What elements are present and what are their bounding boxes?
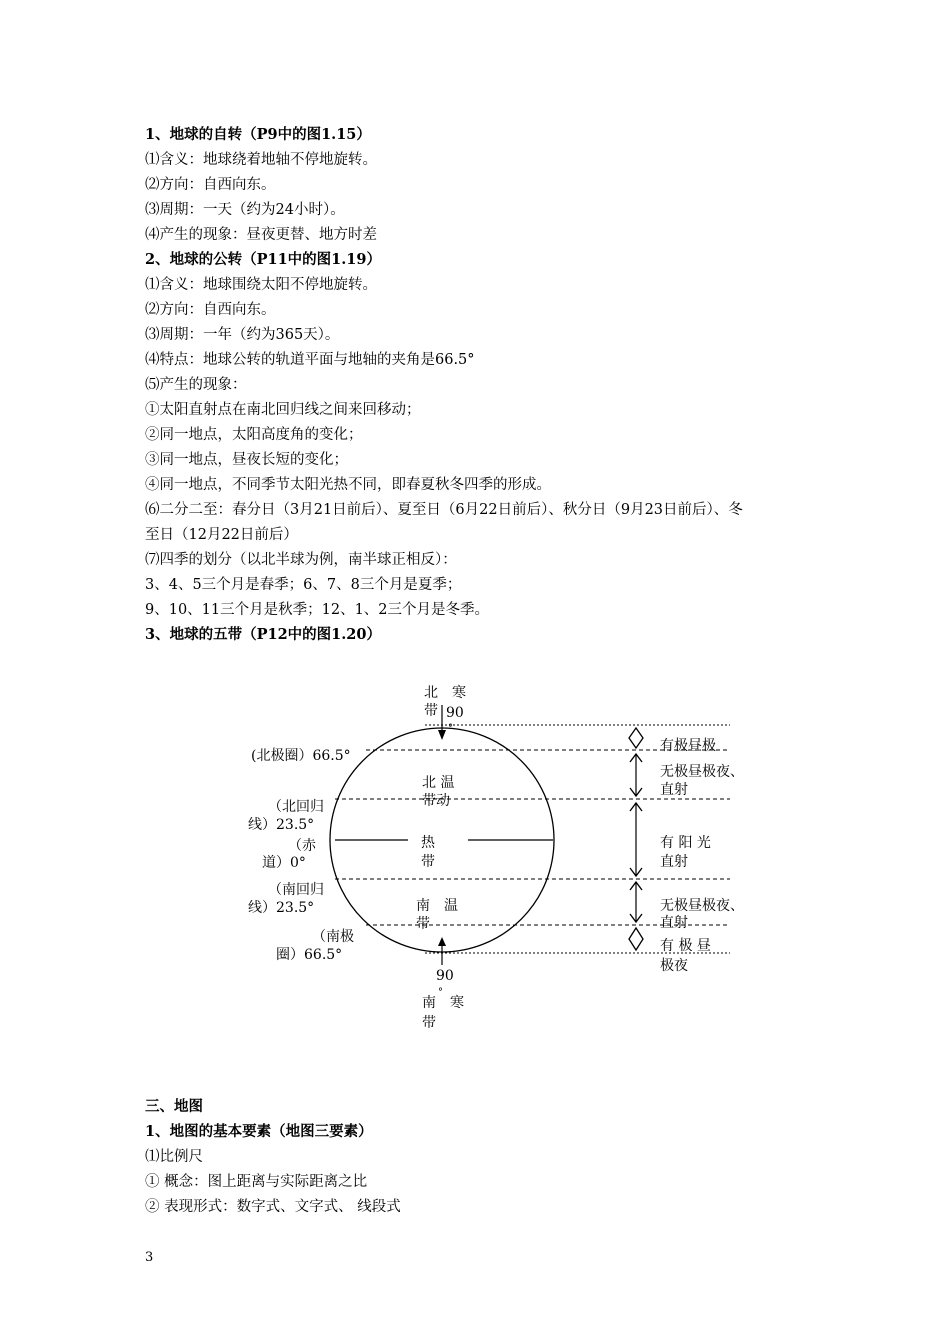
polar-south-marker (629, 928, 643, 950)
south-cold-zone-label: 南 寒 (422, 995, 464, 1011)
section3-heading: 3、地球的五带（P12中的图1.20） (145, 626, 381, 643)
equator-label: 道）0° (262, 855, 306, 871)
torrid-zone-label: 热 (421, 835, 435, 851)
south-arrow-head (438, 937, 446, 946)
text-line: ⑴含义：地球绕着地轴不停地旋转。 (145, 152, 377, 168)
south-sun-angle-degree: ° (438, 987, 443, 998)
text-line: ⑶周期：一年（约为365天）。 (145, 327, 340, 343)
text-line: ③同一地点，昼夜长短的变化； (145, 452, 348, 468)
north-sun-angle-degree: ° (448, 723, 453, 734)
temperate-north-desc: 直射 (660, 782, 688, 798)
tropic-capricorn-label: （南回归 (268, 882, 324, 898)
text-line: ⑸产生的现象： (145, 377, 247, 393)
south-cold-zone-label: 带 (422, 1015, 436, 1031)
tropic-cancer-label: （北回归 (268, 799, 324, 815)
text-line: 至日（12月22日前后） (145, 527, 298, 543)
south-sun-angle: 90 (436, 968, 454, 984)
north-cold-zone-label: 带 (424, 703, 438, 719)
text-line: ②同一地点，太阳高度角的变化； (145, 427, 363, 443)
text-line: ⑹二分二至：春分日（3月21日前后）、夏至日（6月22日前后）、秋分日（9月23日前后）、冬 (145, 502, 743, 518)
torrid-zone-label: 带 (421, 854, 435, 870)
tropic-capricorn-label: 线）23.5° (248, 900, 315, 916)
antarctic-circle-label: （南极 (312, 929, 354, 945)
text-line: ⑴比例尺 (145, 1149, 203, 1165)
text-line: ⑷特点：地球公转的轨道平面与地轴的夹角是66.5° (145, 352, 475, 368)
temperate-north-desc: 无极昼极夜、 (660, 764, 744, 780)
text-line: ⑵方向：自西向东。 (145, 302, 276, 318)
temperate-south-desc: 直射 (660, 915, 688, 931)
torrid-desc: 有 阳 光 (660, 835, 711, 851)
text-line: ④同一地点，不同季节太阳光热不同，即春夏秋冬四季的形成。 (145, 477, 551, 493)
text-line: ⑷产生的现象：昼夜更替、地方时差 (145, 227, 377, 243)
text-line: 9、10、11三个月是秋季；12、1、2三个月是冬季。 (145, 602, 490, 618)
text-line: ⑴含义：地球围绕太阳不停地旋转。 (145, 277, 377, 293)
polar-south-desc: 极夜 (660, 958, 688, 974)
north-temperate-label: 带动 (422, 793, 450, 809)
arctic-circle-label: (北极圈）66.5° (251, 748, 351, 764)
north-arrow-head (438, 730, 446, 740)
equator-label: （赤 (288, 838, 316, 854)
antarctic-circle-label: 圈）66.5° (276, 947, 343, 963)
section2-heading: 2、地球的公转（P11中的图1.19） (145, 251, 381, 268)
temperate-south-desc: 无极昼极夜、 (660, 898, 744, 914)
text-line: 3、4、5三个月是春季；6、7、8三个月是夏季； (145, 577, 462, 593)
text-line: ①太阳直射点在南北回归线之间来回移动； (145, 402, 421, 418)
page-number: 3 (145, 1250, 154, 1265)
north-sun-angle: 90 (446, 705, 464, 721)
south-temperate-label: 带 (416, 916, 430, 932)
section1-heading: 1、地球的自转（P9中的图1.15） (145, 126, 371, 143)
text-line: ⑶周期：一天（约为24小时）。 (145, 202, 345, 218)
tropic-cancer-label: 线）23.5° (248, 817, 315, 833)
torrid-desc: 直射 (660, 854, 688, 870)
polar-north-desc: 有极昼极 (660, 738, 716, 754)
north-temperate-label: 北 温 (422, 775, 455, 791)
map-section-heading: 1、地图的基本要素（地图三要素） (145, 1123, 373, 1140)
polar-south-desc: 有 极 昼 (660, 938, 711, 954)
text-line: ⑵方向：自西向东。 (145, 177, 276, 193)
north-cold-zone-label: 北 寒 (424, 685, 466, 701)
map-section-title: 三、地图 (145, 1098, 203, 1115)
text-line: ② 表现形式：数字式、文字式、 线段式 (145, 1199, 401, 1215)
south-temperate-label: 南 温 (416, 898, 458, 914)
text-line: ① 概念：图上距离与实际距离之比 (145, 1174, 368, 1190)
polar-north-marker (629, 728, 643, 748)
text-line: ⑺四季的划分（以北半球为例，南半球正相反）： (145, 552, 457, 568)
